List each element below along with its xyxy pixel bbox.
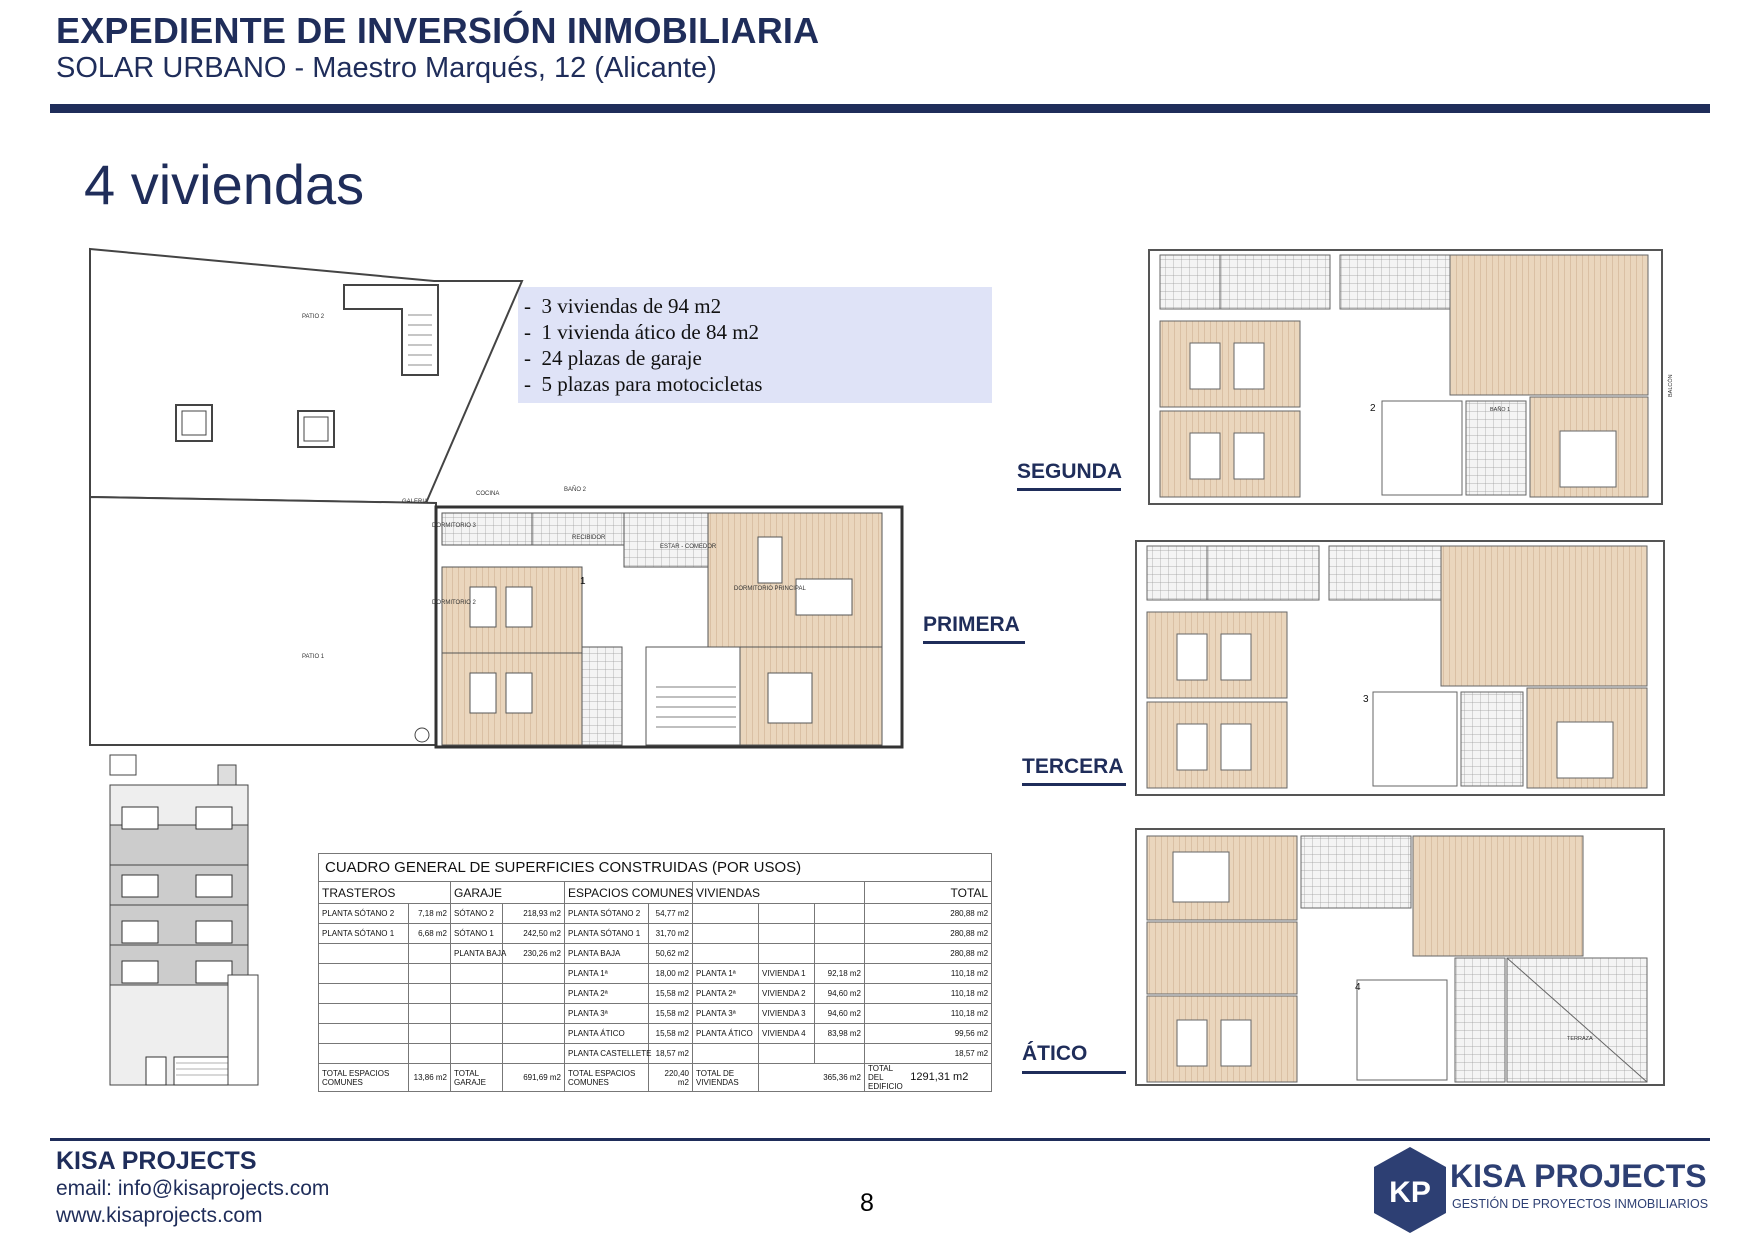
table-cell: 83,98 m2 [815, 1024, 865, 1044]
feature-text: 24 plazas de garaje [541, 346, 702, 370]
floor-label-atico: ÁTICO [1022, 1042, 1088, 1065]
table-cell [319, 984, 409, 1004]
table-caption: CUADRO GENERAL DE SUPERFICIES CONSTRUIDAS (POR USOS) [319, 854, 992, 882]
table-cell: 15,58 m2 [649, 1004, 693, 1024]
table-cell: PLANTA 2ª [693, 984, 759, 1004]
surface-table [318, 853, 992, 1092]
table-cell [693, 1044, 759, 1064]
table-cell: 54,77 m2 [649, 904, 693, 924]
table-cell: PLANTA 2ª [565, 984, 649, 1004]
total-trasteros-value: 13,86 m2 [409, 1064, 451, 1092]
table-cell [503, 1024, 565, 1044]
feature-text: 5 plazas para motocicletas [541, 372, 763, 396]
dormitorio-3-label: DORMITORIO 3 [432, 523, 476, 529]
feature-item: - 24 plazas de garaje [524, 346, 702, 370]
table-cell: SÓTANO 2 [451, 904, 503, 924]
total-trasteros-label: TOTAL ESPACIOS COMUNES [319, 1064, 409, 1092]
table-cell: 110,18 m2 [865, 1004, 992, 1024]
table-cell: 242,50 m2 [503, 924, 565, 944]
floor-number: 3 [1363, 694, 1369, 705]
floor-plan-tercera [1135, 540, 1665, 796]
table-cell: 280,88 m2 [865, 924, 992, 944]
table-cell: PLANTA ÁTICO [565, 1024, 649, 1044]
table-cell [409, 1004, 451, 1024]
section-heading: 4 viviendas [84, 153, 365, 216]
feature-item: - 3 viviendas de 94 m2 [524, 294, 722, 318]
table-row [319, 944, 992, 964]
table-cell: PLANTA BAJA [451, 944, 503, 964]
table-row [319, 924, 992, 944]
total-garaje-value: 691,69 m2 [503, 1064, 565, 1092]
table-cell [451, 964, 503, 984]
header-divider [50, 104, 1710, 113]
header-garaje: GARAJE [451, 882, 565, 904]
table-cell [815, 1044, 865, 1064]
estar-comedor-label: ESTAR - COMEDOR [660, 544, 717, 550]
logo-tagline: GESTIÓN DE PROYECTOS INMOBILIARIOS [1452, 1197, 1709, 1211]
floor-label-segunda: SEGUNDA [1017, 460, 1123, 483]
table-cell [693, 944, 759, 964]
table-cell: 110,18 m2 [865, 984, 992, 1004]
table-cell: 7,18 m2 [409, 904, 451, 924]
table-cell: 94,60 m2 [815, 1004, 865, 1024]
table-cell: VIVIENDA 1 [759, 964, 815, 984]
table-cell: PLANTA 1ª [565, 964, 649, 984]
floor-number: 4 [1355, 982, 1361, 993]
table-cell [451, 1024, 503, 1044]
table-cell [409, 964, 451, 984]
table-cell: 230,26 m2 [503, 944, 565, 964]
table-row [319, 1044, 992, 1064]
feature-text: 1 vivienda ático de 84 m2 [541, 320, 760, 344]
table-cell: PLANTA 1ª [693, 964, 759, 984]
table-cell: VIVIENDA 2 [759, 984, 815, 1004]
feature-item: - 1 vivienda ático de 84 m2 [524, 320, 760, 344]
header-total: TOTAL [865, 882, 992, 904]
table-cell: 280,88 m2 [865, 944, 992, 964]
table-cell: 50,62 m2 [649, 944, 693, 964]
recibidor-label: RECIBIDOR [572, 535, 606, 541]
table-cell: 18,57 m2 [649, 1044, 693, 1064]
table-cell: PLANTA SÓTANO 1 [319, 924, 409, 944]
table-cell [759, 924, 815, 944]
total-comunes-value: 220,40 m2 [649, 1064, 693, 1092]
galeria-label: GALERIA [402, 499, 429, 505]
table-cell [815, 904, 865, 924]
table-cell [409, 944, 451, 964]
table-cell [409, 1044, 451, 1064]
table-cell: 15,58 m2 [649, 984, 693, 1004]
company-name: KISA PROJECTS [56, 1147, 257, 1175]
table-cell: 15,58 m2 [649, 1024, 693, 1044]
floor-number: 1 [580, 576, 586, 587]
table-row [319, 984, 992, 1004]
totals-row [319, 1064, 992, 1092]
table-cell [759, 1044, 815, 1064]
bano-2-label: BAÑO 2 [564, 487, 587, 493]
company-email[interactable]: email: info@kisaprojects.com [56, 1177, 330, 1200]
table-cell [693, 924, 759, 944]
table-cell: PLANTA ÁTICO [693, 1024, 759, 1044]
table-cell: PLANTA SÓTANO 2 [319, 904, 409, 924]
feature-item: - 5 plazas para motocicletas [524, 372, 763, 396]
logo-hexagon-icon [1370, 1145, 1450, 1235]
table-cell: 280,88 m2 [865, 904, 992, 924]
table-cell: PLANTA CASTELLETE [565, 1044, 649, 1064]
table-cell: PLANTA SÓTANO 2 [565, 904, 649, 924]
table-cell [319, 1004, 409, 1024]
total-viviendas-value: 365,36 m2 [759, 1064, 865, 1092]
feature-text: 3 viviendas de 94 m2 [541, 294, 722, 318]
table-cell [503, 1044, 565, 1064]
table-cell: PLANTA 3ª [565, 1004, 649, 1024]
total-edificio-value: 1291,31 m2 [910, 1071, 969, 1083]
table-cell [815, 924, 865, 944]
table-cell [319, 1044, 409, 1064]
document-subtitle: SOLAR URBANO - Maestro Marqués, 12 (Alicante) [56, 52, 717, 84]
table-cell [693, 904, 759, 924]
table-cell: VIVIENDA 3 [759, 1004, 815, 1024]
total-comunes-label: TOTAL ESPACIOS COMUNES [565, 1064, 649, 1092]
table-cell [815, 944, 865, 964]
table-cell: 99,56 m2 [865, 1024, 992, 1044]
header-viviendas: VIVIENDAS [693, 882, 865, 904]
floor-label-underline [923, 641, 1025, 644]
floor-label-tercera: TERCERA [1022, 755, 1124, 778]
table-cell: 110,18 m2 [865, 964, 992, 984]
table-cell [503, 1004, 565, 1024]
table-cell [503, 964, 565, 984]
floor-label-primera: PRIMERA [923, 613, 1020, 636]
patio-2-label: PATIO 2 [302, 314, 325, 320]
table-cell [451, 984, 503, 1004]
table-cell [759, 944, 815, 964]
table-cell: 18,57 m2 [865, 1044, 992, 1064]
table-cell [319, 944, 409, 964]
table-row [319, 1004, 992, 1024]
floor-label-underline [1022, 1071, 1126, 1074]
table-cell [451, 1004, 503, 1024]
page-number: 8 [860, 1189, 874, 1217]
table-cell: VIVIENDA 4 [759, 1024, 815, 1044]
table-row [319, 1024, 992, 1044]
table-cell [409, 1024, 451, 1044]
dormitorio-principal-label: DORMITORIO PRINCIPAL [734, 586, 806, 592]
table-row [319, 904, 992, 924]
floor-number: 2 [1370, 403, 1376, 414]
table-cell [319, 1024, 409, 1044]
total-edificio-label: TOTAL DEL EDIFICIO [868, 1064, 903, 1091]
table-cell [451, 1044, 503, 1064]
table-cell: 31,70 m2 [649, 924, 693, 944]
table-cell: 6,68 m2 [409, 924, 451, 944]
bano-1-label: BAÑO 1 [1490, 407, 1511, 413]
table-cell: PLANTA SÓTANO 1 [565, 924, 649, 944]
table-cell: PLANTA 3ª [693, 1004, 759, 1024]
table-cell: 18,00 m2 [649, 964, 693, 984]
document-title: EXPEDIENTE DE INVERSIÓN INMOBILIARIA [56, 10, 820, 51]
floor-label-underline [1017, 488, 1121, 491]
header-trasteros: TRASTEROS [319, 882, 451, 904]
table-cell [409, 984, 451, 1004]
table-cell: PLANTA BAJA [565, 944, 649, 964]
company-website[interactable]: www.kisaprojects.com [56, 1204, 263, 1227]
terraza-label: TERRAZA [1567, 1036, 1593, 1042]
header-espacios-comunes: ESPACIOS COMUNES [565, 882, 693, 904]
table-cell: SÓTANO 1 [451, 924, 503, 944]
table-row [319, 964, 992, 984]
table-cell: 94,60 m2 [815, 984, 865, 1004]
patio-1-label: PATIO 1 [302, 654, 325, 660]
logo-initials: KP [1389, 1176, 1431, 1209]
table-cell [319, 964, 409, 984]
total-viviendas-label: TOTAL DE VIVIENDAS [693, 1064, 759, 1092]
table-cell: 218,93 m2 [503, 904, 565, 924]
total-edificio-cell [865, 1064, 992, 1092]
floor-plan-atico [1135, 828, 1665, 1086]
total-garaje-label: TOTAL GARAJE [451, 1064, 503, 1092]
dormitorio-2-label: DORMITORIO 2 [432, 600, 476, 606]
table-cell [503, 984, 565, 1004]
floor-label-underline [1022, 783, 1126, 786]
floor-plan-segunda [1148, 249, 1674, 505]
cocina-label: COCINA [476, 491, 500, 497]
table-cell: 92,18 m2 [815, 964, 865, 984]
building-elevation [86, 745, 296, 1095]
balcon-label: BALCÓN [1668, 374, 1674, 397]
logo-brand: KISA PROJECTS [1450, 1158, 1707, 1194]
footer-divider [50, 1138, 1710, 1141]
site-plan [86, 245, 906, 750]
table-cell [759, 904, 815, 924]
